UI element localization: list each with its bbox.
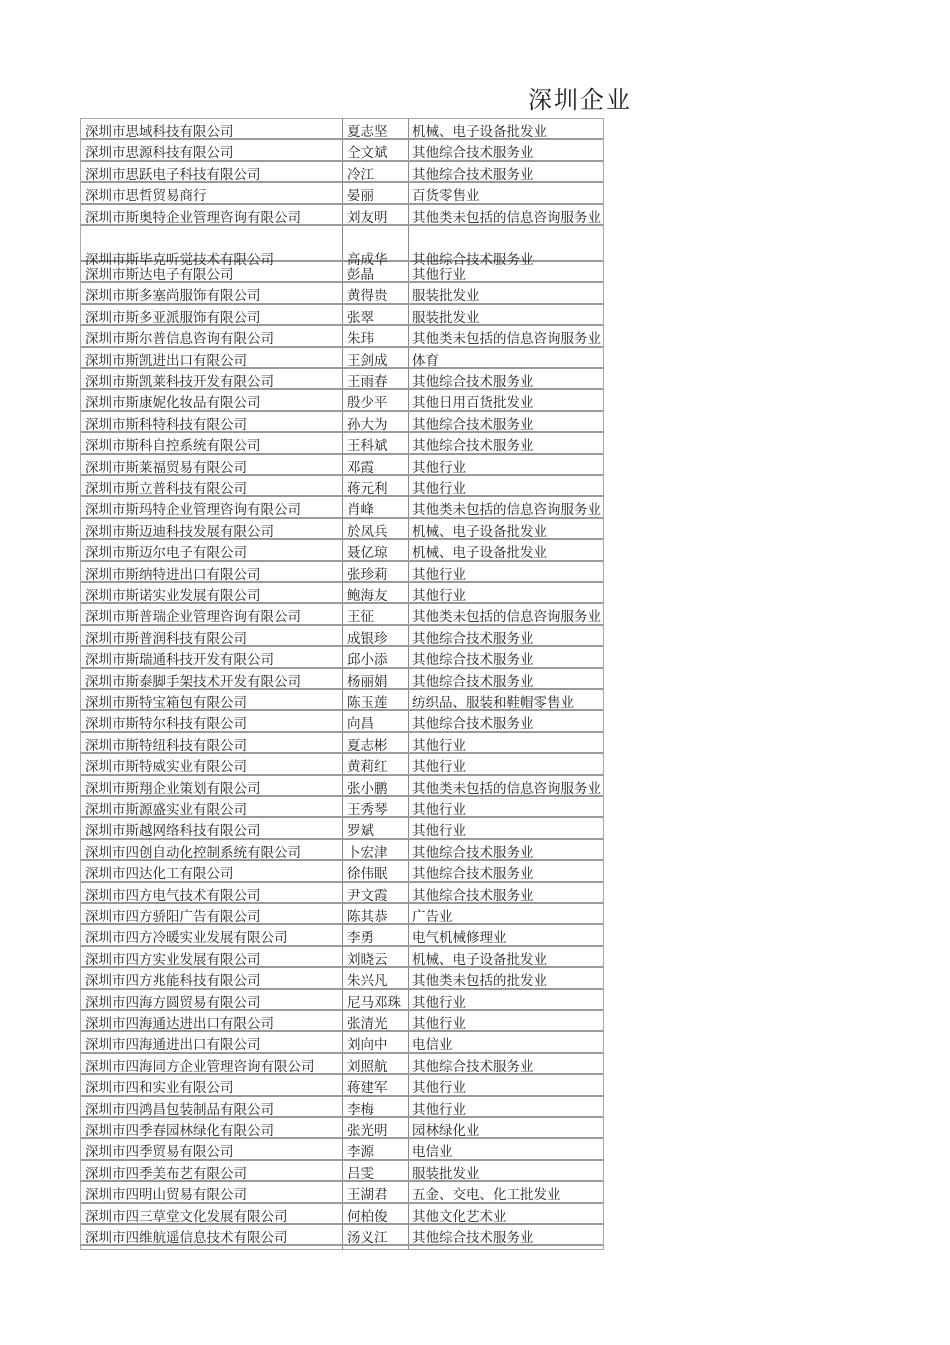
industry-cell: 纺织品、服装和鞋帽零售业 (412, 695, 574, 711)
table-row (81, 183, 603, 204)
company-name-cell: 深圳市四方兆能科技有限公司 (85, 973, 261, 990)
table-row (81, 861, 603, 882)
legal-person-cell: 陈玉莲 (347, 695, 388, 711)
industry-cell: 其他行业 (412, 481, 466, 497)
legal-person-cell: 尹文霞 (347, 887, 388, 904)
table-row (81, 690, 603, 711)
table-row (81, 733, 603, 754)
legal-person-cell: 夏志彬 (347, 737, 388, 754)
company-name-cell: 深圳市四达化工有限公司 (85, 866, 234, 883)
table-row (81, 1054, 603, 1075)
company-name-cell: 深圳市四季美布艺有限公司 (85, 1165, 247, 1182)
legal-person-cell: 尼马邓珠 (347, 994, 401, 1011)
legal-person-cell: 朱兴凡 (347, 973, 388, 990)
legal-person-cell: 张珍莉 (347, 566, 388, 583)
company-name-cell: 深圳市斯诺实业发展有限公司 (85, 588, 261, 604)
legal-person-cell: 李勇 (347, 930, 374, 947)
industry-cell: 机械、电子设备批发业 (412, 124, 547, 140)
company-name-cell: 深圳市斯特宝箱包有限公司 (85, 695, 247, 711)
table-row (81, 1011, 603, 1032)
table-row (81, 776, 603, 797)
legal-person-cell: 邱小添 (347, 652, 388, 669)
industry-cell: 其他综合技术服务业 (412, 866, 534, 883)
industry-cell: 其他类未包括的信息咨询服务业 (412, 209, 601, 226)
table-row (81, 497, 603, 518)
table-row (81, 562, 603, 583)
industry-cell: 服装批发业 (412, 288, 480, 305)
company-name-cell: 深圳市斯迈尔电子有限公司 (85, 545, 247, 562)
legal-person-cell: 夏志坚 (347, 124, 388, 140)
company-name-cell: 深圳市斯普瑞企业管理咨询有限公司 (85, 609, 301, 626)
company-name-cell: 深圳市四海通进出口有限公司 (85, 1037, 261, 1054)
table-row (81, 968, 603, 989)
industry-cell: 其他行业 (412, 459, 466, 476)
company-name-cell: 深圳市四方实业发展有限公司 (85, 951, 261, 968)
industry-cell: 其他综合技术服务业 (412, 438, 534, 455)
company-name-cell: 深圳市斯多亚派服饰有限公司 (85, 309, 261, 326)
company-name-cell: 深圳市四维航遥信息技术有限公司 (85, 1230, 288, 1246)
industry-cell: 电信业 (412, 1037, 453, 1054)
company-name-cell: 深圳市斯翔企业策划有限公司 (85, 780, 261, 797)
table-row (81, 119, 603, 140)
industry-cell: 其他综合技术服务业 (412, 844, 534, 861)
table-row (81, 205, 603, 226)
company-name-cell: 深圳市斯瑞通科技开发有限公司 (85, 652, 274, 669)
industry-cell: 机械、电子设备批发业 (412, 545, 547, 562)
industry-cell: 其他行业 (412, 737, 466, 754)
table-row (81, 626, 603, 647)
industry-cell: 其他综合技术服务业 (412, 716, 534, 733)
company-name-cell: 深圳市四海通达进出口有限公司 (85, 1016, 274, 1032)
company-name-cell: 深圳市斯玛特企业管理咨询有限公司 (85, 502, 301, 519)
company-name-cell: 深圳市斯康妮化妆品有限公司 (85, 395, 261, 412)
company-name-cell: 深圳市四季春园林绿化有限公司 (85, 1123, 274, 1139)
company-name-cell: 深圳市四创自动化控制系统有限公司 (85, 844, 301, 861)
company-name-cell: 深圳市斯纳特进出口有限公司 (85, 566, 261, 583)
table-row (81, 990, 603, 1011)
legal-person-cell: 殷少平 (347, 395, 388, 412)
company-name-cell: 深圳市四和实业有限公司 (85, 1080, 234, 1097)
legal-person-cell: 卜宏津 (347, 844, 388, 861)
table-row (81, 797, 603, 818)
company-name-cell: 深圳市斯多塞尚服饰有限公司 (85, 288, 261, 305)
table-row (81, 412, 603, 433)
table-row (81, 348, 603, 369)
company-name-cell: 深圳市四季贸易有限公司 (85, 1144, 234, 1161)
legal-person-cell: 徐伟眠 (347, 866, 388, 883)
industry-cell: 其他类未包括的信息咨询服务业 (412, 780, 601, 797)
legal-person-cell: 黄莉红 (347, 759, 388, 776)
legal-person-cell: 蒋元利 (347, 481, 388, 497)
industry-cell: 其他行业 (412, 759, 466, 776)
industry-cell: 其他类未包括的信息咨询服务业 (412, 502, 601, 519)
table-row (81, 1097, 603, 1118)
company-name-cell: 深圳市斯越网络科技有限公司 (85, 823, 261, 840)
company-name-cell: 深圳市斯特威实业有限公司 (85, 759, 247, 776)
industry-cell: 其他行业 (412, 566, 466, 583)
legal-person-cell: 张翠 (347, 309, 374, 326)
industry-cell: 其他行业 (412, 823, 466, 840)
industry-cell: 其他综合技术服务业 (412, 652, 534, 669)
table-row (81, 818, 603, 839)
table-row (81, 583, 603, 604)
table-row (81, 1161, 603, 1182)
legal-person-cell: 陈其恭 (347, 909, 388, 925)
legal-person-cell: 肖峰 (347, 502, 374, 519)
table-row (81, 476, 603, 497)
legal-person-cell: 成银珍 (347, 630, 388, 647)
company-name-cell: 深圳市斯立普科技有限公司 (85, 481, 247, 497)
legal-person-cell: 刘友明 (347, 209, 388, 226)
table-row (81, 1182, 603, 1203)
industry-cell: 体育 (412, 352, 439, 369)
legal-person-cell: 蒋建军 (347, 1080, 388, 1097)
industry-cell: 机械、电子设备批发业 (412, 951, 547, 968)
legal-person-cell: 刘照航 (347, 1058, 388, 1075)
legal-person-cell: 向昌 (347, 716, 374, 733)
industry-cell: 服装批发业 (412, 1165, 480, 1182)
industry-cell: 机械、电子设备批发业 (412, 523, 547, 540)
legal-person-cell: 晏丽 (347, 188, 374, 205)
industry-cell: 广告业 (412, 909, 453, 925)
company-table (80, 118, 604, 1250)
company-name-cell: 深圳市四方骄阳广告有限公司 (85, 909, 261, 925)
company-name-cell: 深圳市斯莱福贸易有限公司 (85, 459, 247, 476)
table-row (81, 647, 603, 668)
table-row (81, 162, 603, 183)
table-row (81, 904, 603, 925)
company-name-cell: 深圳市斯尔普信息咨询有限公司 (85, 331, 274, 348)
company-name-cell: 深圳市斯凯莱科技开发有限公司 (85, 374, 274, 390)
legal-person-cell: 汤义江 (347, 1230, 388, 1246)
table-row (81, 754, 603, 775)
legal-person-cell: 王雨春 (347, 374, 388, 390)
industry-cell: 园林绿化业 (412, 1123, 480, 1139)
industry-cell: 其他类未包括的批发业 (412, 973, 547, 990)
table-row (81, 1118, 603, 1139)
company-name-cell: 深圳市斯科自控系统有限公司 (85, 438, 261, 455)
legal-person-cell: 邓霞 (347, 459, 374, 476)
industry-cell: 其他行业 (412, 1080, 466, 1097)
legal-person-cell: 仝文斌 (347, 145, 388, 162)
legal-person-cell: 於凤兵 (347, 523, 388, 540)
company-name-cell: 深圳市斯特尔科技有限公司 (85, 716, 247, 733)
table-row (81, 1204, 603, 1225)
legal-person-cell: 冷江 (347, 166, 374, 183)
legal-person-cell: 鲍海友 (347, 588, 388, 604)
industry-cell: 其他综合技术服务业 (412, 166, 534, 183)
table-row (81, 226, 603, 268)
company-name-cell: 深圳市四方冷暖实业发展有限公司 (85, 930, 288, 947)
legal-person-cell: 何柏俊 (347, 1208, 388, 1225)
company-name-cell: 深圳市思跃电子科技有限公司 (85, 166, 261, 183)
table-row (81, 369, 603, 390)
company-name-cell: 深圳市斯奥特企业管理咨询有限公司 (85, 209, 301, 226)
table-row (81, 455, 603, 476)
industry-cell: 百货零售业 (412, 188, 480, 205)
company-name-cell: 深圳市斯凯进出口有限公司 (85, 352, 247, 369)
legal-person-cell: 罗斌 (347, 823, 374, 840)
legal-person-cell: 吕雯 (347, 1165, 374, 1182)
industry-cell: 其他行业 (412, 1101, 466, 1118)
legal-person-cell: 王湖君 (347, 1187, 388, 1204)
table-row (81, 925, 603, 946)
legal-person-cell: 王科斌 (347, 438, 388, 455)
legal-person-cell: 黄得贵 (347, 288, 388, 305)
industry-cell: 其他文化艺术业 (412, 1208, 507, 1225)
legal-person-cell: 杨丽娟 (347, 673, 388, 690)
industry-cell: 其他日用百货批发业 (412, 395, 534, 412)
company-name-cell: 深圳市斯达电子有限公司 (85, 267, 234, 283)
legal-person-cell: 王秀琴 (347, 802, 388, 818)
table-row (81, 433, 603, 454)
industry-cell: 其他综合技术服务业 (412, 252, 534, 268)
company-name-cell: 深圳市四鸿昌包装制品有限公司 (85, 1101, 274, 1118)
company-name-cell: 深圳市斯特纽科技有限公司 (85, 737, 247, 754)
industry-cell: 其他行业 (412, 994, 466, 1011)
industry-cell: 电气机械修理业 (412, 930, 507, 947)
industry-cell: 其他类未包括的信息咨询服务业 (412, 331, 601, 348)
legal-person-cell: 王剑成 (347, 352, 388, 369)
legal-person-cell: 张清光 (347, 1016, 388, 1032)
table-row (81, 1225, 603, 1246)
industry-cell: 其他综合技术服务业 (412, 630, 534, 647)
legal-person-cell: 李梅 (347, 1101, 374, 1118)
industry-cell: 其他行业 (412, 267, 466, 283)
company-name-cell: 深圳市斯迈迪科技发展有限公司 (85, 523, 274, 540)
company-name-cell: 深圳市四海方圆贸易有限公司 (85, 994, 261, 1011)
table-row (81, 519, 603, 540)
table-row (81, 711, 603, 732)
legal-person-cell: 高成华 (347, 252, 388, 268)
industry-cell: 其他综合技术服务业 (412, 145, 534, 162)
company-name-cell: 深圳市四三草堂文化发展有限公司 (85, 1208, 288, 1225)
company-name-cell: 深圳市斯源盛实业有限公司 (85, 802, 247, 818)
table-row (81, 305, 603, 326)
legal-person-cell: 王征 (347, 609, 374, 626)
table-row (81, 604, 603, 625)
table-row (81, 140, 603, 161)
legal-person-cell: 孙大为 (347, 416, 388, 433)
industry-cell: 五金、交电、化工批发业 (412, 1187, 561, 1204)
company-name-cell: 深圳市思源科技有限公司 (85, 145, 234, 162)
company-name-cell: 深圳市斯泰脚手架技术开发有限公司 (85, 673, 301, 690)
table-row (81, 326, 603, 347)
table-row (81, 1032, 603, 1053)
table-row (81, 947, 603, 968)
industry-cell: 其他综合技术服务业 (412, 1230, 534, 1246)
industry-cell: 其他综合技术服务业 (412, 374, 534, 390)
company-name-cell: 深圳市四明山贸易有限公司 (85, 1187, 247, 1204)
table-row (81, 540, 603, 561)
company-name-cell: 深圳市四海同方企业管理咨询有限公司 (85, 1058, 315, 1075)
industry-cell: 电信业 (412, 1144, 453, 1161)
legal-person-cell: 张光明 (347, 1123, 388, 1139)
legal-person-cell: 朱玮 (347, 331, 374, 348)
legal-person-cell: 李源 (347, 1144, 374, 1161)
industry-cell: 其他综合技术服务业 (412, 887, 534, 904)
table-row (81, 390, 603, 411)
industry-cell: 其他行业 (412, 802, 466, 818)
legal-person-cell: 张小鹏 (347, 780, 388, 797)
company-name-cell: 深圳市思域科技有限公司 (85, 124, 234, 140)
company-name-cell: 深圳市斯普润科技有限公司 (85, 630, 247, 647)
table-row (81, 262, 603, 283)
page-title: 深圳企业 (528, 86, 632, 114)
legal-person-cell: 聂亿琼 (347, 545, 388, 562)
legal-person-cell: 刘向中 (347, 1037, 388, 1054)
industry-cell: 服装批发业 (412, 309, 480, 326)
table-row (81, 1139, 603, 1160)
industry-cell: 其他综合技术服务业 (412, 673, 534, 690)
legal-person-cell: 刘晓云 (347, 951, 388, 968)
legal-person-cell: 彭晶 (347, 267, 374, 283)
table-row (81, 669, 603, 690)
industry-cell: 其他行业 (412, 588, 466, 604)
company-name-cell: 深圳市斯毕克听觉技术有限公司 (85, 252, 274, 268)
table-row (81, 840, 603, 861)
industry-cell: 其他行业 (412, 1016, 466, 1032)
company-name-cell: 深圳市四方电气技术有限公司 (85, 887, 261, 904)
industry-cell: 其他综合技术服务业 (412, 1058, 534, 1075)
industry-cell: 其他综合技术服务业 (412, 416, 534, 433)
industry-cell: 其他类未包括的信息咨询服务业 (412, 609, 601, 626)
table-row (81, 883, 603, 904)
table-row (81, 1075, 603, 1096)
company-name-cell: 深圳市斯科特科技有限公司 (85, 416, 247, 433)
company-name-cell: 深圳市思哲贸易商行 (85, 188, 207, 205)
table-row (81, 283, 603, 304)
